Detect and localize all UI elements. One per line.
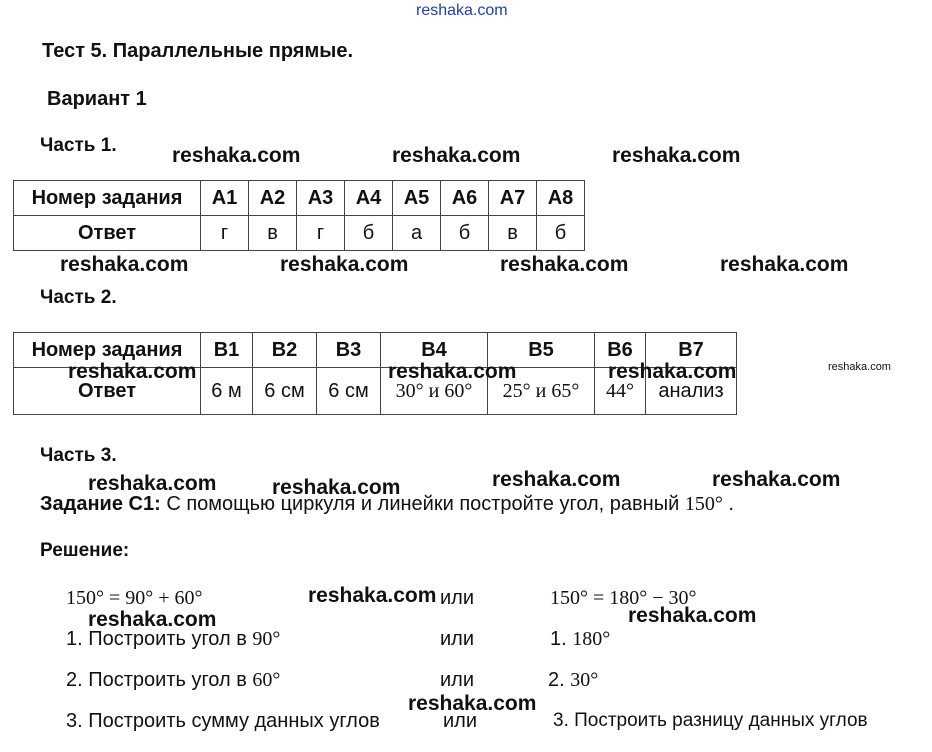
step1-right-angle: 180° xyxy=(572,628,611,650)
part2-answer-cell: 44° xyxy=(595,368,646,415)
part1-task-cell: A1 xyxy=(201,181,249,216)
part2-answer-label: Ответ xyxy=(14,368,201,415)
part1-answer-row xyxy=(14,216,585,251)
step2-left-text: 2. Построить угол в xyxy=(66,669,247,691)
or-word: или xyxy=(440,628,475,650)
task-c1-end: . xyxy=(728,493,734,515)
task-c1-angle: 150° xyxy=(684,493,723,515)
step2-left-angle: 60° xyxy=(252,669,281,691)
part2-task-cell: B2 xyxy=(253,333,317,368)
step2-left xyxy=(66,669,280,692)
step1-left-text: 1. Построить угол в xyxy=(66,628,247,650)
watermark: reshaka.com xyxy=(60,253,189,276)
part1-task-cell: A2 xyxy=(249,181,297,216)
step3-left: 3. Построить сумму данных углов xyxy=(66,710,380,732)
watermark: reshaka.com xyxy=(492,468,621,491)
task-c1-text: С помощью циркуля и линейки постройте угол, равный xyxy=(166,493,680,515)
part2-task-cell: B1 xyxy=(201,333,253,368)
part2-answer-cell: 6 м xyxy=(201,368,253,415)
equation-sum: 150° = 90° + 60° xyxy=(66,587,203,609)
part3-label: Часть 3. xyxy=(40,445,117,466)
part2-answer-cell: 25° и 65° xyxy=(488,368,595,415)
watermark: reshaka.com xyxy=(68,360,197,383)
watermark: reshaka.com xyxy=(88,472,217,495)
watermark: reshaka.com xyxy=(308,584,437,607)
part1-answer-cell: в xyxy=(249,216,297,251)
watermark: reshaka.com xyxy=(392,144,521,167)
part2-label: Часть 2. xyxy=(40,287,117,308)
part1-task-cell: A6 xyxy=(441,181,489,216)
solution-label: Решение: xyxy=(40,540,130,561)
watermark: reshaka.com xyxy=(608,360,737,383)
step2-right xyxy=(548,669,598,692)
part2-task-cell: B6 xyxy=(595,333,646,368)
part2-header-label: Номер задания xyxy=(14,333,201,368)
part1-task-cell: A3 xyxy=(297,181,345,216)
step3-right: 3. Построить разницу данных углов xyxy=(553,710,868,731)
variant-label: Вариант 1 xyxy=(47,88,147,110)
part1-answer-label: Ответ xyxy=(14,216,201,251)
part1-task-cell: A7 xyxy=(489,181,537,216)
watermark: reshaka.com xyxy=(388,360,517,383)
step1-right-num: 1. xyxy=(550,628,567,650)
part1-task-cell: A8 xyxy=(537,181,585,216)
step2-right-num: 2. xyxy=(548,669,565,691)
watermark: reshaka.com xyxy=(408,692,537,715)
task-c1-label: Задание С1: xyxy=(40,493,161,515)
step2-right-angle: 30° xyxy=(570,669,599,691)
part1-answer-cell: б xyxy=(537,216,585,251)
watermark: reshaka.com xyxy=(628,604,757,627)
part1-answer-cell: г xyxy=(297,216,345,251)
part2-task-cell: B3 xyxy=(317,333,381,368)
part1-task-cell: A5 xyxy=(393,181,441,216)
part1-answer-cell: б xyxy=(345,216,393,251)
part1-answer-cell: а xyxy=(393,216,441,251)
watermark: reshaka.com xyxy=(172,144,301,167)
watermark: reshaka.com xyxy=(88,608,217,631)
watermark: reshaka.com xyxy=(272,476,401,499)
part2-task-cell: B7 xyxy=(646,333,737,368)
watermark: reshaka.com xyxy=(712,468,841,491)
watermark: reshaka.com xyxy=(720,253,849,276)
watermark: reshaka.com xyxy=(612,144,741,167)
part1-answer-cell: в xyxy=(489,216,537,251)
or-word: или xyxy=(443,710,478,732)
part2-task-cell: B5 xyxy=(488,333,595,368)
equation-difference: 150° = 180° − 30° xyxy=(550,587,697,609)
part2-task-cell: B4 xyxy=(381,333,488,368)
part2-answer-cell: 6 см xyxy=(317,368,381,415)
watermark-small: reshaka.com xyxy=(828,361,891,373)
part1-header-label: Номер задания xyxy=(14,181,201,216)
part1-answer-cell: б xyxy=(441,216,489,251)
part1-header-row xyxy=(14,181,585,216)
step1-right xyxy=(550,628,610,651)
part1-answer-cell: г xyxy=(201,216,249,251)
part2-answer-cell: 6 см xyxy=(253,368,317,415)
watermark: reshaka.com xyxy=(500,253,629,276)
or-word: или xyxy=(440,587,475,609)
part1-label: Часть 1. xyxy=(40,135,117,156)
site-header-link[interactable]: reshaka.com xyxy=(416,2,508,19)
watermark: reshaka.com xyxy=(280,253,409,276)
step1-left-angle: 90° xyxy=(252,628,281,650)
or-word: или xyxy=(440,669,475,691)
part1-answer-table xyxy=(13,180,585,251)
part2-answer-cell: анализ xyxy=(646,368,737,415)
part2-answer-cell: 30° и 60° xyxy=(381,368,488,415)
page-title: Тест 5. Параллельные прямые. xyxy=(42,40,353,62)
part1-task-cell: A4 xyxy=(345,181,393,216)
